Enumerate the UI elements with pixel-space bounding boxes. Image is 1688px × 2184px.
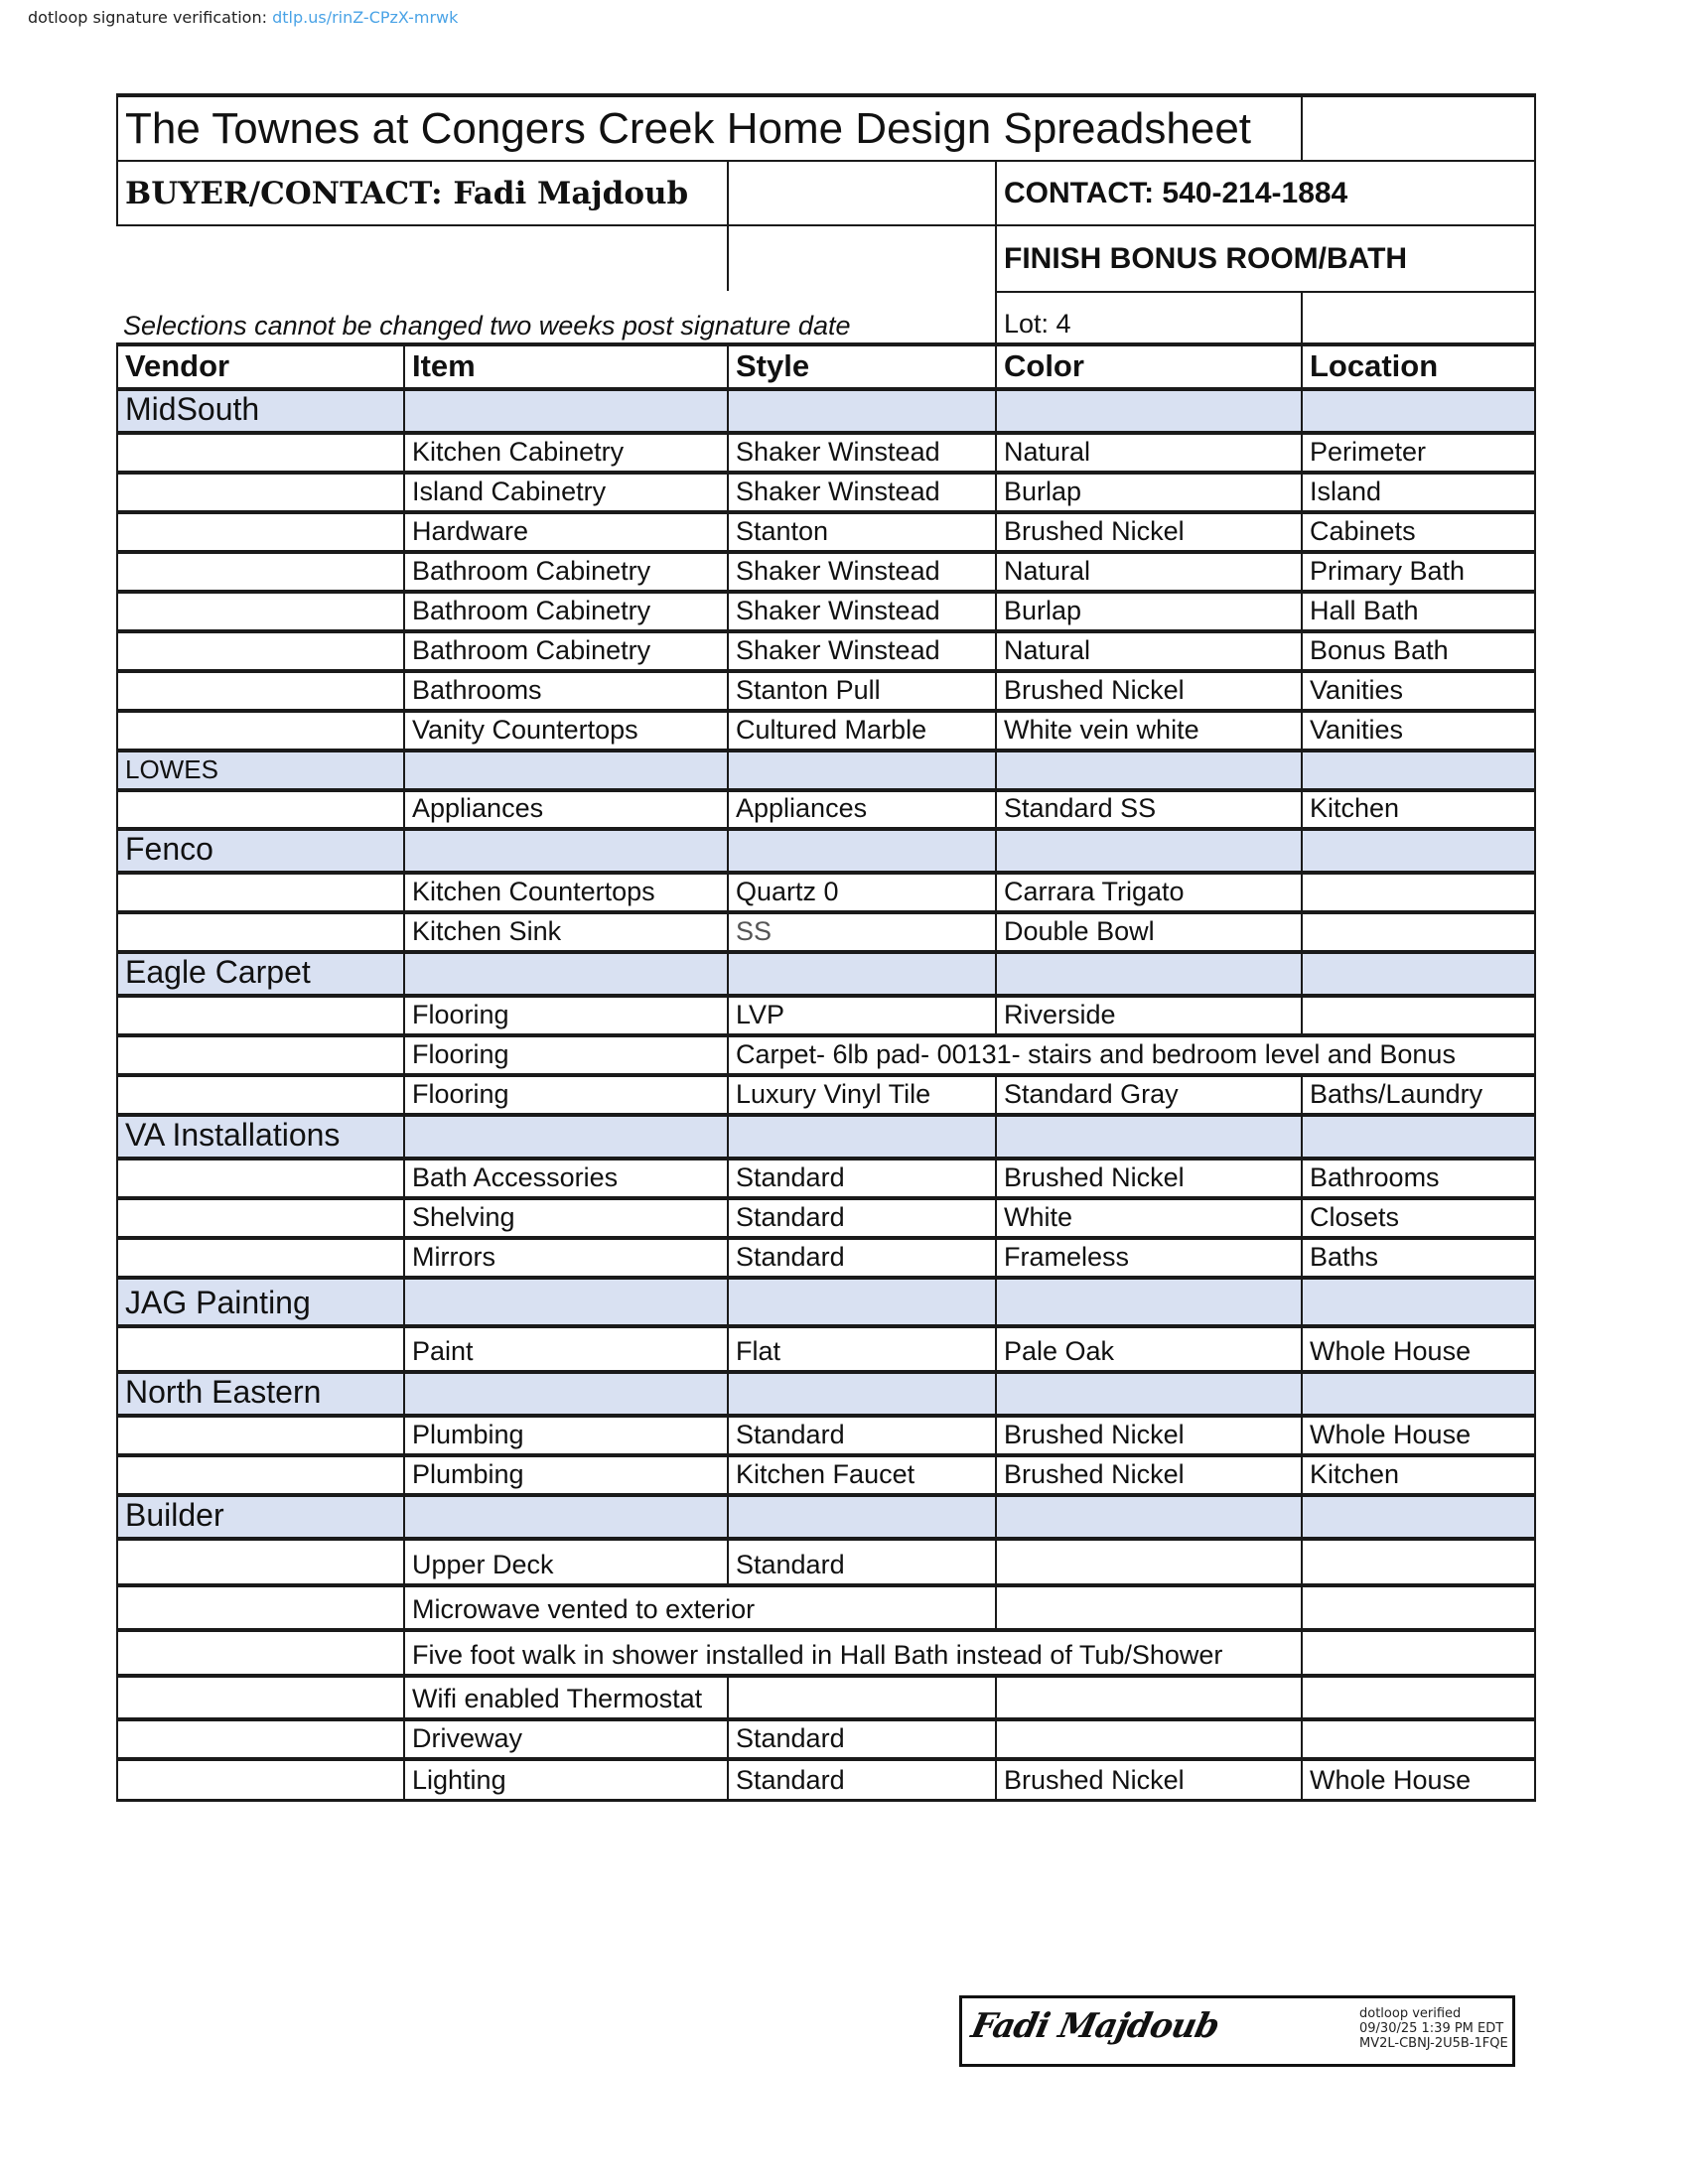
option-label: FINISH BONUS ROOM/BATH (995, 224, 1536, 293)
style-cell: Shaker Winstead (727, 550, 997, 592)
item-cell: Driveway (403, 1717, 729, 1759)
location-cell (1301, 1537, 1536, 1585)
vendor-blank-cell (116, 1453, 405, 1495)
vendor-blank-cell (116, 1157, 405, 1198)
vendor-blank-cell (116, 1628, 405, 1676)
location-cell (1301, 871, 1536, 912)
item-cell: Flooring (403, 1073, 729, 1115)
merged-style-cell: Carpet- 6lb pad- 00131- stairs and bedroom level and Bonus (727, 1033, 1536, 1075)
location-cell: Kitchen (1301, 1453, 1536, 1495)
location-cell: Perimeter (1301, 431, 1536, 473)
vendor-blank-cell (116, 709, 405, 751)
color-cell: White (995, 1196, 1303, 1238)
location-cell: Closets (1301, 1196, 1536, 1238)
item-cell: Flooring (403, 994, 729, 1035)
vendor-blank-cell (116, 471, 405, 512)
vendor-row-blank (727, 1276, 997, 1326)
merged-item-cell: Microwave vented to exterior (403, 1583, 997, 1630)
location-cell: Primary Bath (1301, 550, 1536, 592)
item-cell: Plumbing (403, 1453, 729, 1495)
location-cell: Island (1301, 471, 1536, 512)
column-header-color: Color (995, 342, 1303, 389)
style-cell: Shaker Winstead (727, 590, 997, 631)
vendor-name: LOWES (116, 749, 405, 790)
location-cell (1301, 1717, 1536, 1759)
vendor-row-blank (995, 1113, 1303, 1159)
style-cell: Luxury Vinyl Tile (727, 1073, 997, 1115)
vendor-name: MidSouth (116, 387, 405, 433)
item-cell: Mirrors (403, 1236, 729, 1278)
style-cell: Kitchen Faucet (727, 1453, 997, 1495)
vendor-row-blank (1301, 1493, 1536, 1539)
style-cell (727, 1674, 997, 1719)
vendor-row-blank (727, 387, 997, 433)
buyer-contact: BUYER/CONTACT: Fadi Majdoub (116, 160, 729, 226)
page-title: The Townes at Congers Creek Home Design Spreadsheet (116, 93, 1303, 162)
signature-name: Fadi Majdoub (967, 2006, 1223, 2046)
vendor-blank-cell (116, 1196, 405, 1238)
vendor-blank-cell (116, 431, 405, 473)
item-cell: Shelving (403, 1196, 729, 1238)
color-cell: Riverside (995, 994, 1303, 1035)
vendor-blank-cell (116, 590, 405, 631)
vendor-blank-cell (116, 1414, 405, 1455)
item-cell: Bathroom Cabinetry (403, 590, 729, 631)
vendor-row-blank (727, 1493, 997, 1539)
vendor-name: Eagle Carpet (116, 950, 405, 996)
color-cell: White vein white (995, 709, 1303, 751)
location-cell: Vanities (1301, 709, 1536, 751)
style-cell: Standard (727, 1236, 997, 1278)
location-cell: Kitchen (1301, 788, 1536, 829)
location-cell (1301, 910, 1536, 952)
color-cell (995, 1674, 1303, 1719)
title-blank-cell (1301, 93, 1536, 162)
location-cell: Bathrooms (1301, 1157, 1536, 1198)
vendor-row-blank (995, 1276, 1303, 1326)
style-cell: Standard (727, 1537, 997, 1585)
contact-phone: CONTACT: 540-214-1884 (995, 160, 1536, 226)
item-cell: Plumbing (403, 1414, 729, 1455)
vendor-blank-cell (116, 871, 405, 912)
vendor-row-blank (403, 1113, 729, 1159)
style-cell: Quartz 0 (727, 871, 997, 912)
vendor-blank-cell (116, 1757, 405, 1801)
color-cell: Brushed Nickel (995, 1414, 1303, 1455)
signature-verified-label: dotloop verified (1359, 2006, 1462, 2021)
signature-timestamp: 09/30/25 1:39 PM EDT (1359, 2021, 1504, 2036)
vendor-row-blank (1301, 950, 1536, 996)
color-cell: Natural (995, 629, 1303, 671)
vendor-blank-cell (116, 550, 405, 592)
color-cell: Brushed Nickel (995, 669, 1303, 711)
color-cell (995, 1537, 1303, 1585)
vendor-blank-cell (116, 1236, 405, 1278)
vendor-blank-cell (116, 994, 405, 1035)
vendor-row-blank (1301, 1370, 1536, 1416)
location-cell: Whole House (1301, 1414, 1536, 1455)
vendor-name: Fenco (116, 827, 405, 873)
table-bottom-border (116, 1799, 1536, 1802)
vendor-blank-cell (116, 910, 405, 952)
style-cell: Standard (727, 1157, 997, 1198)
style-cell: Standard (727, 1414, 997, 1455)
blank-cell (1301, 291, 1536, 344)
column-header-item: Item (403, 342, 729, 389)
vendor-row-blank (403, 1276, 729, 1326)
style-cell: Stanton (727, 510, 997, 552)
location-cell (1301, 1628, 1536, 1676)
location-cell: Cabinets (1301, 510, 1536, 552)
style-cell: Standard (727, 1196, 997, 1238)
vendor-blank-cell (116, 1537, 405, 1585)
color-cell: Brushed Nickel (995, 1453, 1303, 1495)
vendor-name: VA Installations (116, 1113, 405, 1159)
item-cell: Bathrooms (403, 669, 729, 711)
color-cell: Frameless (995, 1236, 1303, 1278)
color-cell: Standard Gray (995, 1073, 1303, 1115)
verification-label: dotloop signature verification: (28, 8, 267, 27)
vendor-blank-cell (116, 1033, 405, 1075)
lot-number: Lot: 4 (995, 291, 1303, 344)
style-cell: Shaker Winstead (727, 471, 997, 512)
vendor-name: North Eastern (116, 1370, 405, 1416)
blank-cell (727, 160, 997, 226)
vendor-row-blank (1301, 827, 1536, 873)
vendor-blank-cell (116, 510, 405, 552)
column-header-vendor: Vendor (116, 342, 405, 389)
item-cell: Kitchen Countertops (403, 871, 729, 912)
item-cell: Wifi enabled Thermostat (403, 1674, 729, 1719)
vendor-row-blank (727, 1370, 997, 1416)
column-header-location: Location (1301, 342, 1536, 389)
signature-box (959, 1995, 1515, 2067)
vendor-row-blank (1301, 749, 1536, 790)
signature-code: MV2L-CBNJ-2U5B-1FQE (1359, 2036, 1508, 2051)
vendor-blank-cell (116, 1674, 405, 1719)
selection-notice: Selections cannot be changed two weeks post signature date (116, 291, 997, 344)
style-cell: Flat (727, 1324, 997, 1372)
vendor-blank-cell (116, 1717, 405, 1759)
style-cell: Stanton Pull (727, 669, 997, 711)
verification-link[interactable]: dtlp.us/rinZ-CPzX-mrwk (272, 8, 459, 27)
item-cell: Upper Deck (403, 1537, 729, 1585)
location-cell (1301, 1583, 1536, 1630)
style-cell: LVP (727, 994, 997, 1035)
vendor-row-blank (727, 749, 997, 790)
color-cell: Brushed Nickel (995, 1157, 1303, 1198)
item-cell: Paint (403, 1324, 729, 1372)
color-cell: Burlap (995, 590, 1303, 631)
color-cell: Natural (995, 550, 1303, 592)
vendor-blank-cell (116, 1073, 405, 1115)
location-cell (1301, 1674, 1536, 1719)
vendor-row-blank (995, 950, 1303, 996)
item-cell: Kitchen Cabinetry (403, 431, 729, 473)
vendor-row-blank (995, 1493, 1303, 1539)
item-cell: Island Cabinetry (403, 471, 729, 512)
merged-item-cell: Five foot walk in shower installed in Hall Bath instead of Tub/Shower (403, 1628, 1303, 1676)
vendor-row-blank (1301, 387, 1536, 433)
item-cell: Bath Accessories (403, 1157, 729, 1198)
vendor-row-blank (995, 749, 1303, 790)
color-cell: Standard SS (995, 788, 1303, 829)
color-cell: Double Bowl (995, 910, 1303, 952)
vendor-row-blank (727, 950, 997, 996)
color-cell: Natural (995, 431, 1303, 473)
color-cell: Burlap (995, 471, 1303, 512)
vendor-row-blank (403, 1370, 729, 1416)
vendor-blank-cell (116, 1324, 405, 1372)
color-cell: Carrara Trigato (995, 871, 1303, 912)
column-header-style: Style (727, 342, 997, 389)
color-cell (995, 1717, 1303, 1759)
item-cell: Kitchen Sink (403, 910, 729, 952)
style-cell: Appliances (727, 788, 997, 829)
location-cell: Whole House (1301, 1757, 1536, 1801)
vendor-name: Builder (116, 1493, 405, 1539)
item-cell: Hardware (403, 510, 729, 552)
vendor-row-blank (727, 1113, 997, 1159)
item-cell: Vanity Countertops (403, 709, 729, 751)
blank-cell (727, 224, 997, 293)
vendor-row-blank (727, 827, 997, 873)
location-cell: Whole House (1301, 1324, 1536, 1372)
location-cell: Hall Bath (1301, 590, 1536, 631)
vendor-row-blank (403, 387, 729, 433)
style-cell: Shaker Winstead (727, 629, 997, 671)
color-cell (995, 1583, 1303, 1630)
vendor-row-blank (995, 827, 1303, 873)
location-cell: Bonus Bath (1301, 629, 1536, 671)
vendor-row-blank (403, 749, 729, 790)
vendor-row-blank (995, 387, 1303, 433)
color-cell: Brushed Nickel (995, 1757, 1303, 1801)
style-cell: Shaker Winstead (727, 431, 997, 473)
vendor-row-blank (1301, 1276, 1536, 1326)
vendor-name: JAG Painting (116, 1276, 405, 1326)
item-cell: Flooring (403, 1033, 729, 1075)
vendor-row-blank (403, 1493, 729, 1539)
color-cell: Brushed Nickel (995, 510, 1303, 552)
style-cell: SS (727, 910, 997, 952)
vendor-row-blank (403, 950, 729, 996)
item-cell: Appliances (403, 788, 729, 829)
item-cell: Bathroom Cabinetry (403, 550, 729, 592)
color-cell: Pale Oak (995, 1324, 1303, 1372)
style-cell: Standard (727, 1757, 997, 1801)
location-cell (1301, 994, 1536, 1035)
item-cell: Lighting (403, 1757, 729, 1801)
item-cell: Bathroom Cabinetry (403, 629, 729, 671)
vendor-row-blank (403, 827, 729, 873)
vendor-blank-cell (116, 669, 405, 711)
style-cell: Cultured Marble (727, 709, 997, 751)
location-cell: Vanities (1301, 669, 1536, 711)
vendor-blank-cell (116, 788, 405, 829)
location-cell: Baths/Laundry (1301, 1073, 1536, 1115)
signature-meta (1359, 2006, 1508, 2051)
vendor-row-blank (1301, 1113, 1536, 1159)
location-cell: Baths (1301, 1236, 1536, 1278)
vendor-blank-cell (116, 629, 405, 671)
vendor-blank-cell (116, 1583, 405, 1630)
vendor-row-blank (995, 1370, 1303, 1416)
style-cell: Standard (727, 1717, 997, 1759)
